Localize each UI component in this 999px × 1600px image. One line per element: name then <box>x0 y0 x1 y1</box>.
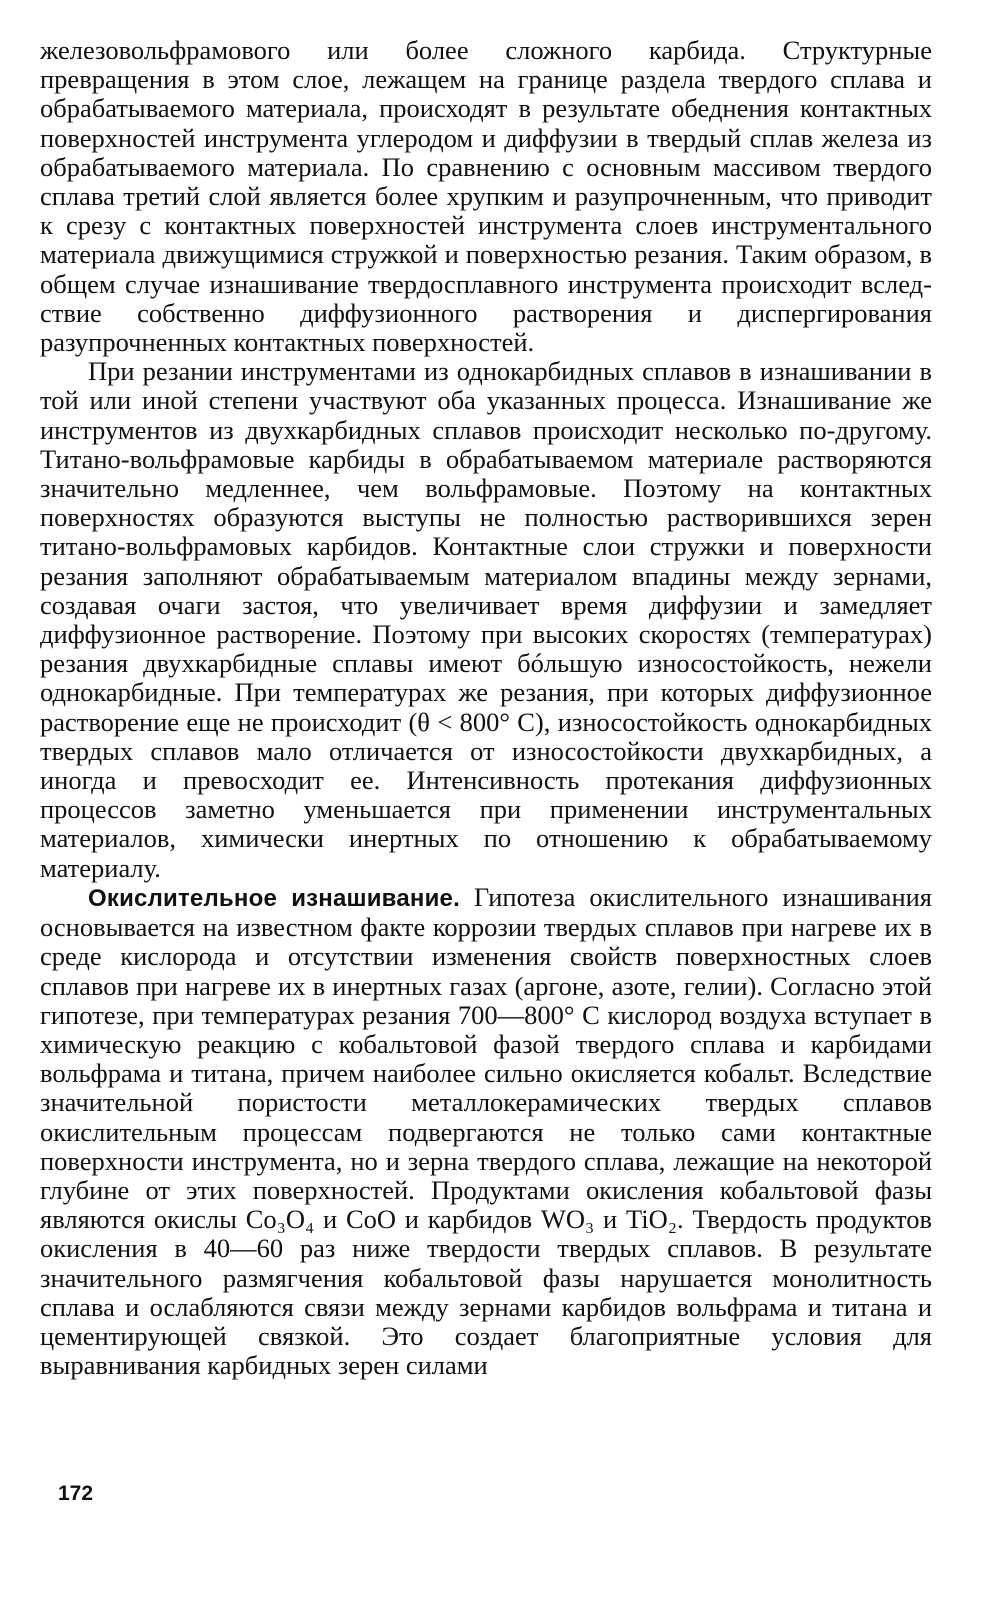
paragraph-text: Гипотеза окислительного изнашивания основывается на известном факте коррозии твердых сплавов при нагреве их в среде кислорода и отсутствии изменения свойств поверхностных слоев сплавов при нагреве их в инертных газах (аргоне, азоте, гелии). Согласно этой гипотезе, при температурах резания 700—800° C кислород воздуха вступает в химическую реакцию с кобальтовой фазой твердого сплава и карбидами вольфрама и титана, причем наиболее сильно окисляется кобальт. Вследствие значительной пористости металлокерамических твердых сплавов окислительным процессам подвергаются не только сами контактные поверхности инструмента, но и зерна твердого сплава, лежащие на некоторой глубине от этих поверхностей. Продуктами окисления кобальтовой фазы являются окислы Co₃O₄ и CoO и карбидов WO₃ и TiO₂. Твердость продуктов окисления в 40—60 раз ниже твердости твердых сплавов. В результате значительного размягчения кобальтовой фазы нарушается монолитность сплава и ослабляются связи между зернами карбидов вольфрама и титана и цементирующей связкой. Это создает благоприятные условия для выравнивания карбидных зерен силами <box>40 881 932 1381</box>
page-number: 172 <box>58 1482 94 1505</box>
paragraph-two-carbide-alloys <box>40 357 932 883</box>
paragraph-title: Окислительное изнашивание. <box>88 884 460 912</box>
paragraph-text: железовольфрамового или более сложного карбида. Структурные превращения в этом слое, лежащем на границе раздела твердого сплава и обрабатываемого материала, происходят в результате обеднения контактных поверхностей инструмента углеродом и диффузии в твердый сплав железа из обрабатываемого материала. По сравнению с основным массивом твердого сплава третий слой является более хрупким и разупрочненным, что приводит к срезу с контактных поверхностей инструмента слоев инструментального материала движущимися стружкой и поверхностью резания. Таким образом, в общем случае изнашивание твердосплавного инструмента происходит вследствие собственно диффузионного растворения и диспергирования разупрочненных контактных поверхностей. <box>40 35 932 358</box>
paragraph-oxidative-wear <box>40 883 932 1380</box>
page-body <box>40 36 932 1380</box>
paragraph-text: При резании инструментами из однокарбидных сплавов в изнашивании в той или иной степени участвуют оба указанных процесса. Изнашивание же инструментов из двухкарбидных сплавов происходит несколько по-другому. Титано-вольфрамовые карбиды в обрабатываемом материале растворяются значительно медленнее, чем вольфрамовые. Поэтому на контактных поверхностях образуются выступы не полностью растворившихся зерен титано-вольфрамовых карбидов. Контактные слои стружки и поверхности резания заполняют обрабатываемым материалом впадины между зернами, создавая очаги застоя, что увеличивает время диффузии и замедляет диффузионное растворение. Поэтому при высоких скоростях (температурах) резания двухкарбидные сплавы имеют бóльшую износостойкость, нежели однокарбидные. При температурах же резания, при которых диффузионное растворение еще не происходит (θ < 800° C), износостойкость однокарбидных твердых сплавов мало отличается от износостойкости двухкарбидных, а иногда и превосходит ее. Интенсивность протекания диффузионных процессов заметно уменьшается при применении инструментальных материалов, химически инертных по отношению к обрабатываемому материалу. <box>40 356 932 883</box>
paragraph-continuation <box>40 36 932 357</box>
